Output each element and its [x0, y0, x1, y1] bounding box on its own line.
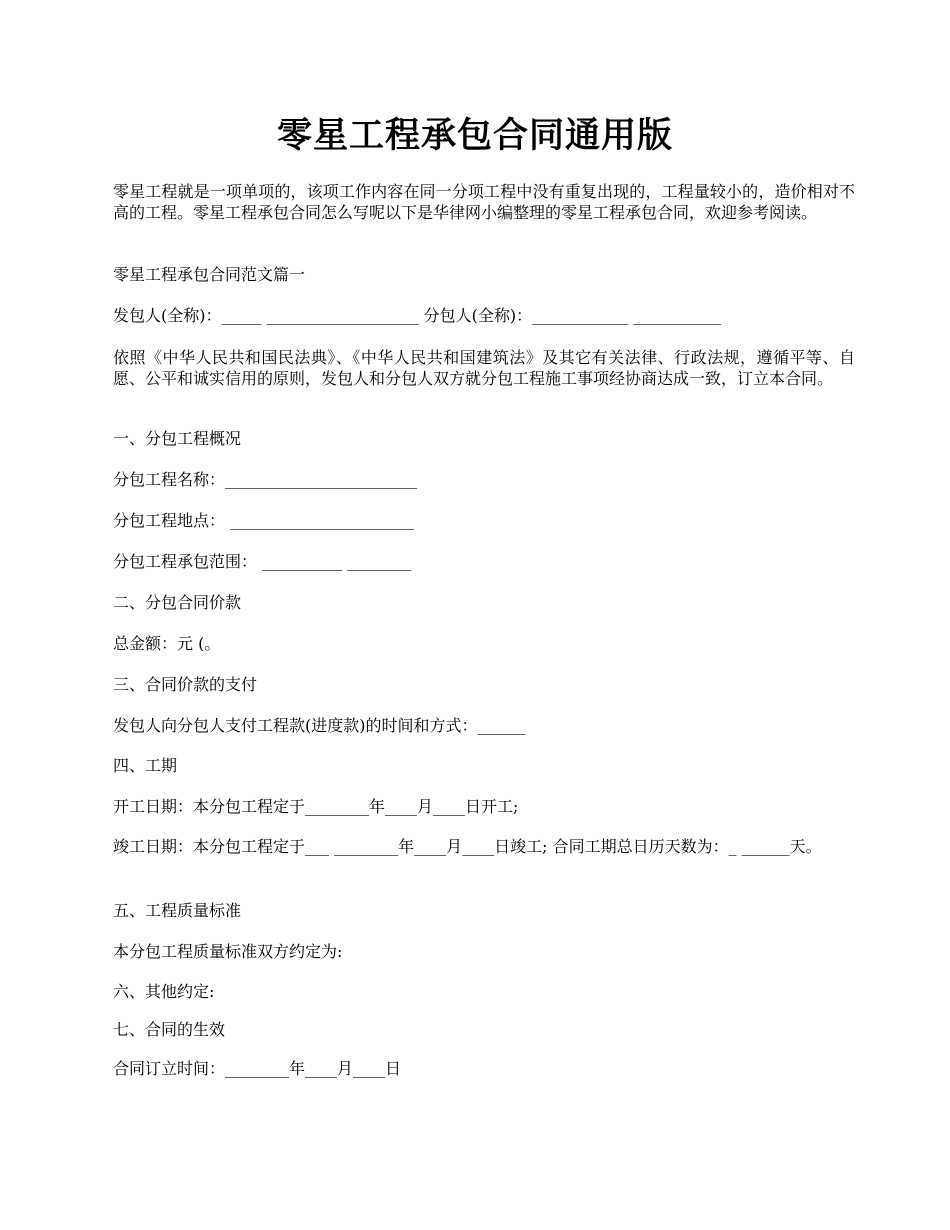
- s4-start-date: 开工日期：本分包工程定于________年____月____日开工;: [113, 797, 519, 816]
- s3-heading: 三、合同价款的支付: [113, 675, 258, 694]
- s1-project-name: 分包工程名称：________________________: [113, 470, 418, 489]
- parties-line: 发包人(全称)：_____ ___________________ 分包人(全称)：____________ ___________: [113, 306, 722, 325]
- s2-heading: 二、分包合同价款: [113, 593, 242, 612]
- s5-quality-standard: 本分包工程质量标准双方约定为:: [113, 942, 343, 961]
- s4-end-date: 竣工日期：本分包工程定于___ ________年____月____日竣工; 合同工期总日历天数为：_ ______天。: [113, 837, 822, 856]
- document-title: 零星工程承包合同通用版: [276, 115, 673, 156]
- s3-payment-terms: 发包人向分包人支付工程款(进度款)的时间和方式：______: [113, 716, 526, 735]
- legal-basis-paragraph: 依照《中华人民共和国民法典》、《中华人民共和国建筑法》及其它有关法律、行政法规，遵循平等、自愿、公平和诚实信用的原则，发包人和分包人双方就分包工程施工事项经协商达成一致，订立本合同。: [113, 348, 855, 388]
- s5-heading: 五、工程质量标准: [113, 901, 242, 920]
- s4-heading: 四、工期: [113, 756, 178, 775]
- s1-project-location: 分包工程地点： _______________________: [113, 511, 415, 530]
- s6-heading: 六、其他约定:: [113, 982, 215, 1001]
- s1-project-scope: 分包工程承包范围： __________ ________: [113, 552, 412, 571]
- s7-signing-date: 合同订立时间：________年____月____日: [113, 1059, 402, 1078]
- s2-total-amount: 总金额：元 (。: [113, 634, 221, 653]
- intro-paragraph: 零星工程就是一项单项的，该项工作内容在同一分项工程中没有重复出现的，工程量较小的，造价相对不高的工程。零星工程承包合同怎么写呢以下是华律网小编整理的零星工程承包合同，欢迎参考阅读。: [113, 182, 855, 222]
- section-heading: 零星工程承包合同范文篇一: [113, 265, 306, 284]
- s7-heading: 七、合同的生效: [113, 1020, 226, 1039]
- s1-heading: 一、分包工程概况: [113, 429, 242, 448]
